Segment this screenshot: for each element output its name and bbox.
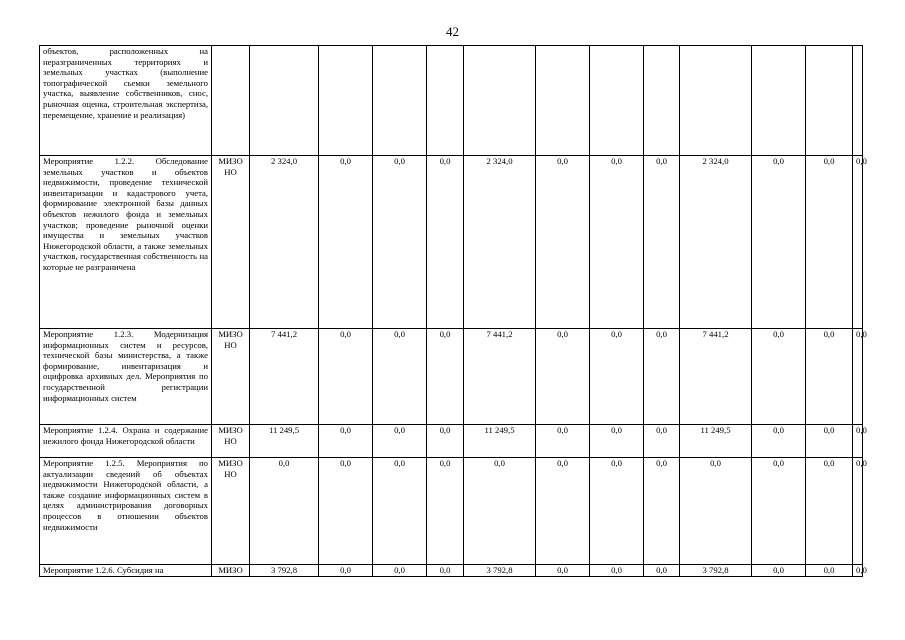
activity-description: Мероприятие 1.2.3. Модернизация информационных систем и ресурсов, технической базы министерства, а также формирование, инвентаризация и оцифровка архивных дел. Мероприятия по государственной регистрации информационных систем xyxy=(40,329,212,425)
amount-cell: 0,0 xyxy=(806,565,853,577)
amount-cell: 0,0 xyxy=(752,458,806,565)
amount-cell: 0,0 xyxy=(806,458,853,565)
amount-cell xyxy=(644,46,680,156)
amount-cell: 0,0 xyxy=(752,156,806,329)
amount-cell: 0,0 xyxy=(536,425,590,458)
amount-cell: 0,0 xyxy=(806,156,853,329)
activity-description: Мероприятие 1.2.2. Обследование земельных участков и объектов недвижимости, проведение технической инвентаризации и кадастрового учета, формирование электронной базы данных объектов нежилого фонда и земельных участков; проведение рыночной оценки имущества и земельных участков Нижегородской области, а также земельных участков, государственная собственность на которые не разграничена xyxy=(40,156,212,329)
amount-cell: 7 441,2 xyxy=(250,329,319,425)
activity-description: объектов, расположенных на неразграниченных территориях и земельных участках (выполнение топографической сьемки земельного участка, выявление собственников, снос, рыночная оценка, строительная экспертиза, перемещение, хранение и реализация) xyxy=(40,46,212,156)
amount-cell: 0,0 xyxy=(644,458,680,565)
amount-cell: 2 324,0 xyxy=(250,156,319,329)
amount-cell: 0,0 xyxy=(752,565,806,577)
amount-cell: 0,0 xyxy=(806,329,853,425)
amount-cell: 0,0 xyxy=(319,156,373,329)
amount-cell xyxy=(680,46,752,156)
amount-cell: 11 249,5 xyxy=(464,425,536,458)
table-row xyxy=(40,329,863,425)
amount-cell: 0,0 xyxy=(427,329,464,425)
executor-cell: МИЗО НО xyxy=(212,329,250,425)
amount-cell xyxy=(590,46,644,156)
table-row xyxy=(40,156,863,329)
amount-cell: 11 249,5 xyxy=(680,425,752,458)
amount-cell: 7 441,2 xyxy=(680,329,752,425)
amount-cell: 0,0 xyxy=(644,425,680,458)
amount-cell xyxy=(806,46,853,156)
amount-cell xyxy=(319,46,373,156)
amount-cell: 0,0 xyxy=(319,458,373,565)
amount-cell: 0,0 xyxy=(319,565,373,577)
activity-description: Мероприятие 1.2.5. Мероприятия по актуализации сведений об объектах недвижимости Нижегородской области, а также создание информационных систем в целях администрирования договорных процессов в отношении объектов недвижимости xyxy=(40,458,212,565)
amount-cell: 0,0 xyxy=(373,329,427,425)
amount-cell: 0,0 xyxy=(536,565,590,577)
amount-cell: 0,0 xyxy=(680,458,752,565)
amount-cell: 0,0 xyxy=(373,565,427,577)
table-body xyxy=(40,46,867,577)
amount-cell: 0,0 xyxy=(427,565,464,577)
amount-cell: 0,0 xyxy=(373,425,427,458)
amount-cell: 0,0 xyxy=(590,458,644,565)
amount-cell xyxy=(427,46,464,156)
amount-cell: 0,0 xyxy=(644,329,680,425)
amount-cell xyxy=(752,46,806,156)
amount-cell: 0,0 xyxy=(590,425,644,458)
amount-cell: 7 441,2 xyxy=(464,329,536,425)
activity-description: Мероприятие 1.2.4. Охрана и содержание нежилого фонда Нижегородской области xyxy=(40,425,212,458)
table-row xyxy=(40,565,863,577)
amount-cell: 0,0 xyxy=(373,458,427,565)
amount-cell: 0,0 xyxy=(427,156,464,329)
amount-cell: 0,0 xyxy=(250,458,319,565)
amount-cell: 0,0 xyxy=(853,458,863,565)
amount-cell: 0,0 xyxy=(853,156,863,329)
table-row xyxy=(40,46,863,156)
amount-cell: 3 792,8 xyxy=(464,565,536,577)
amount-cell: 0,0 xyxy=(319,425,373,458)
amount-cell: 0,0 xyxy=(590,156,644,329)
amount-cell xyxy=(853,46,863,156)
amount-cell: 2 324,0 xyxy=(464,156,536,329)
amount-cell: 0,0 xyxy=(427,425,464,458)
amount-cell: 2 324,0 xyxy=(680,156,752,329)
executor-cell: МИЗО xyxy=(212,565,250,577)
amount-cell: 0,0 xyxy=(373,156,427,329)
executor-cell: МИЗО НО xyxy=(212,425,250,458)
amount-cell: 0,0 xyxy=(853,425,863,458)
amount-cell: 0,0 xyxy=(752,425,806,458)
table-row xyxy=(40,458,863,565)
amount-cell: 0,0 xyxy=(853,329,863,425)
amount-cell: 0,0 xyxy=(644,565,680,577)
amount-cell: 0,0 xyxy=(536,329,590,425)
amount-cell: 11 249,5 xyxy=(250,425,319,458)
amount-cell: 0,0 xyxy=(590,329,644,425)
table-row xyxy=(40,425,863,458)
amount-cell: 0,0 xyxy=(644,156,680,329)
amount-cell: 0,0 xyxy=(590,565,644,577)
executor-cell: МИЗО НО xyxy=(212,458,250,565)
executor-cell: МИЗО НО xyxy=(212,156,250,329)
page-number: 42 xyxy=(446,24,459,39)
amount-cell: 0,0 xyxy=(806,425,853,458)
amount-cell: 3 792,8 xyxy=(680,565,752,577)
amount-cell: 0,0 xyxy=(319,329,373,425)
amount-cell: 0,0 xyxy=(536,458,590,565)
amount-cell: 0,0 xyxy=(752,329,806,425)
amount-cell: 0,0 xyxy=(464,458,536,565)
amount-cell xyxy=(464,46,536,156)
executor-cell xyxy=(212,46,250,156)
amount-cell: 3 792,8 xyxy=(250,565,319,577)
activity-description: Мероприятие 1.2.6. Субсидия на xyxy=(40,565,212,577)
amount-cell: 0,0 xyxy=(427,458,464,565)
amount-cell xyxy=(250,46,319,156)
amount-cell: 0,0 xyxy=(853,565,863,577)
amount-cell: 0,0 xyxy=(536,156,590,329)
amount-cell xyxy=(536,46,590,156)
amount-cell xyxy=(373,46,427,156)
budget-table xyxy=(39,45,867,577)
